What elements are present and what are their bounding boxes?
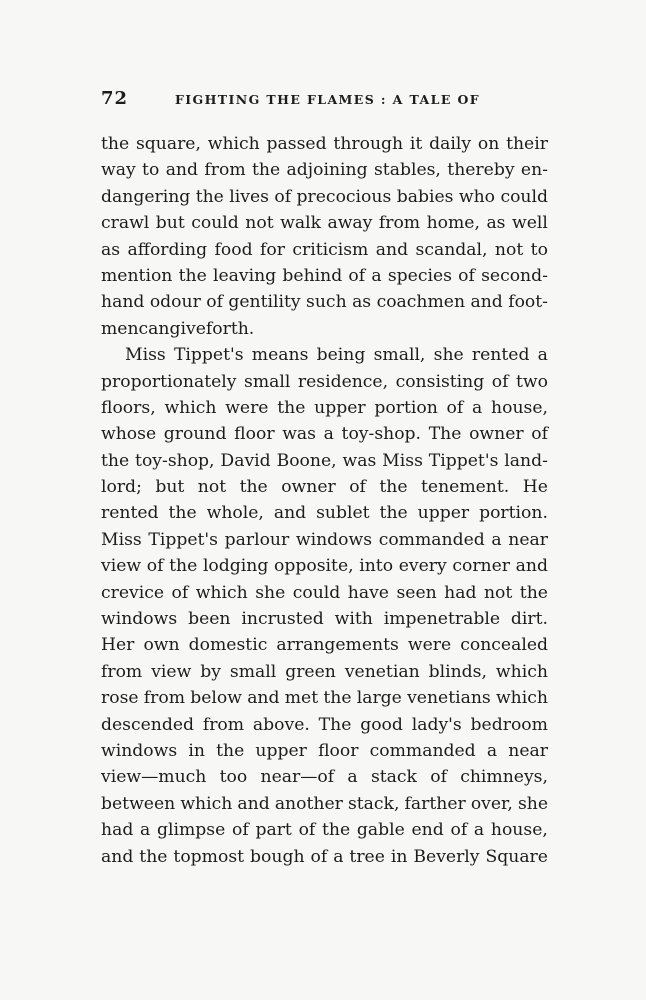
text-line: whose ground floor was a toy-shop. The owner of (101, 424, 548, 445)
text-line: and the topmost bough of a tree in Beverly Square (101, 846, 548, 867)
text-line: rented the whole, and sublet the upper portion. (101, 503, 548, 524)
text-line: descended from above. The good lady's bedroom (101, 714, 548, 735)
text-line: from view by small green venetian blinds, which (101, 661, 548, 682)
text-line: crevice of which she could have seen had not the (101, 582, 548, 603)
body-text (101, 131, 548, 870)
text-line: Miss Tippet's parlour windows commanded a near (101, 529, 548, 550)
text-line: way to and from the adjoining stables, thereby en- (101, 160, 548, 181)
text-line: the square, which passed through it daily on their (101, 134, 548, 154)
text-line: mention the leaving behind of a species of second- (101, 265, 548, 286)
text-line: view of the lodging opposite, into every corner and (101, 556, 548, 577)
text-line: men can give forth. (101, 318, 255, 339)
text-line: rose from below and met the large venetians which (101, 688, 548, 709)
text-line: Her own domestic arrangements were concealed (101, 635, 548, 656)
text-line: windows in the upper floor commanded a near (101, 740, 548, 761)
text-line: hand odour of gentility such as coachmen and foot- (101, 292, 548, 313)
text-line: floors, which were the upper portion of a house, (101, 397, 548, 418)
text-line: as affording food for criticism and scandal, not to (101, 239, 548, 260)
text-line: proportionately small residence, consisting of two (101, 371, 548, 392)
text-line: the toy-shop, David Boone, was Miss Tippet's land- (101, 450, 548, 471)
text-line: Miss Tippet's means being small, she rented a (125, 345, 548, 366)
text-line: between which and another stack, farther over, she (101, 793, 548, 814)
text-line: windows been incrusted with impenetrable dirt. (101, 609, 548, 630)
page-number: 72 (101, 88, 129, 109)
text-line: lord; but not the owner of the tenement. He (101, 477, 548, 498)
text-line: view—much too near—of a stack of chimneys, (101, 767, 548, 788)
text-line: had a glimpse of part of the gable end of a house, (101, 820, 548, 841)
page-header (101, 88, 551, 112)
text-line: crawl but could not walk away from home, as well (101, 213, 548, 234)
running-title: FIGHTING THE FLAMES : A TALE OF (175, 92, 481, 107)
text-line: dangering the lives of precocious babies who could (101, 186, 548, 207)
